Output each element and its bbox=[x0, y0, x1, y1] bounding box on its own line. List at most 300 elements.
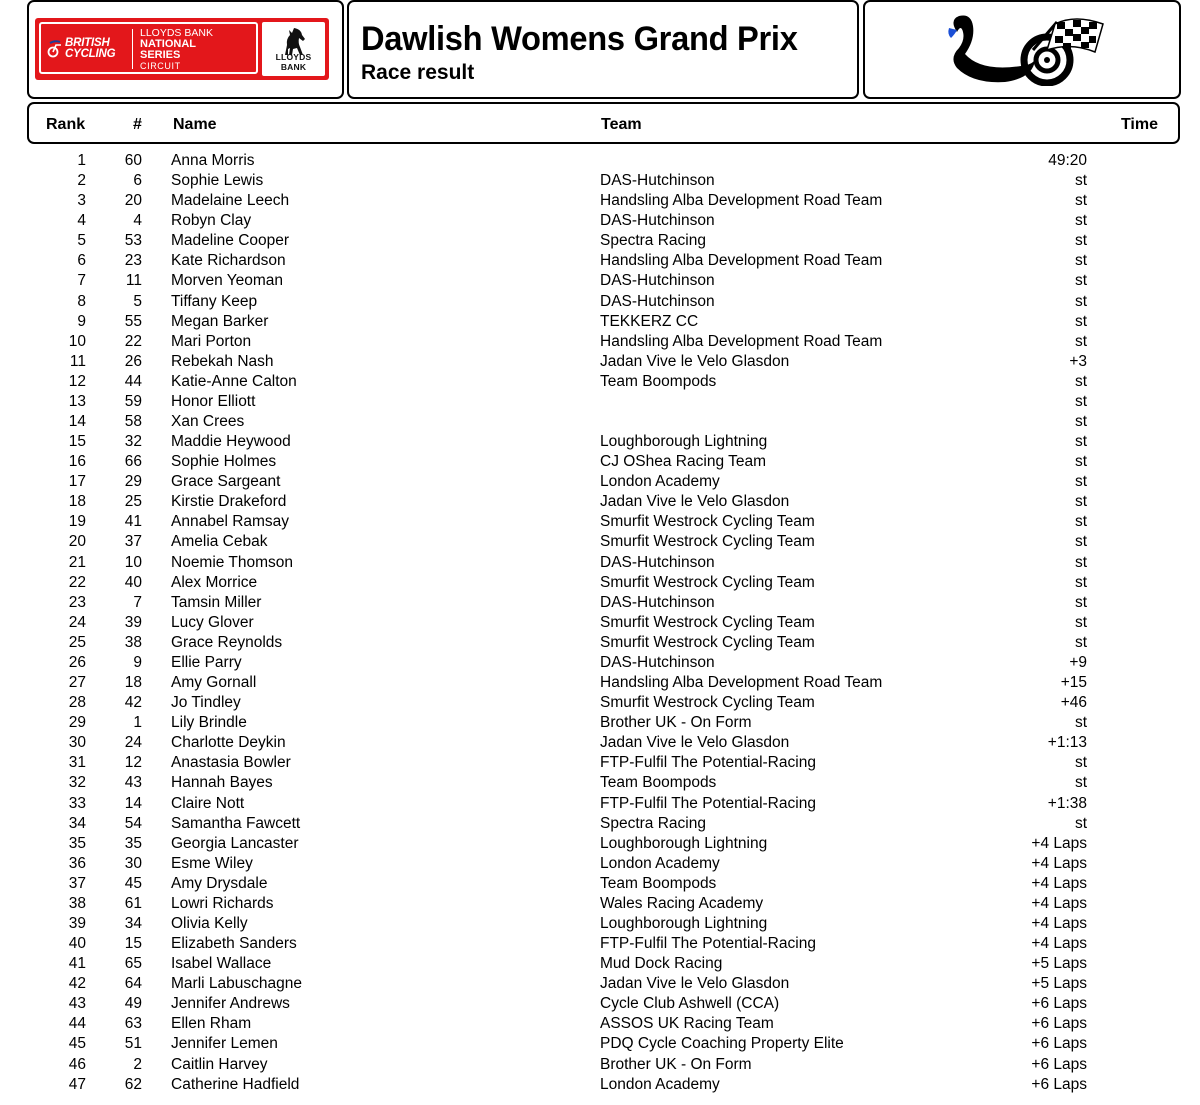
name-cell: Xan Crees bbox=[171, 413, 245, 431]
column-header-time: Time bbox=[1120, 116, 1158, 133]
rank-cell: 9 bbox=[77, 312, 86, 330]
table-row bbox=[0, 271, 1200, 291]
name-cell: Claire Nott bbox=[171, 794, 245, 812]
name-cell: Sophie Lewis bbox=[171, 172, 264, 190]
rank-cell: 10 bbox=[68, 332, 86, 350]
name-cell: Esme Wiley bbox=[171, 854, 253, 872]
table-row bbox=[0, 332, 1200, 352]
number-cell: 43 bbox=[124, 774, 142, 792]
rank-cell: 33 bbox=[68, 794, 86, 812]
series-line4: CIRCUIT bbox=[140, 61, 181, 71]
table-row bbox=[0, 733, 1200, 753]
time-cell: st bbox=[1074, 493, 1087, 511]
name-cell: Jennifer Lemen bbox=[171, 1035, 278, 1053]
name-cell: Sophie Holmes bbox=[171, 453, 277, 471]
name-cell: Tiffany Keep bbox=[171, 292, 258, 310]
table-row bbox=[0, 1034, 1200, 1054]
number-cell: 35 bbox=[124, 834, 142, 852]
series-line1: LLOYDS BANK bbox=[140, 27, 213, 39]
team-cell: ASSOS UK Racing Team bbox=[600, 1015, 774, 1033]
series-line3: SERIES bbox=[140, 49, 181, 61]
name-cell: Samantha Fawcett bbox=[171, 814, 301, 832]
number-cell: 23 bbox=[124, 252, 142, 270]
rank-cell: 46 bbox=[68, 1055, 86, 1073]
bc-line1: BRITISH bbox=[65, 37, 110, 49]
time-cell: +1:38 bbox=[1047, 794, 1087, 812]
time-cell: st bbox=[1074, 232, 1087, 250]
number-cell: 11 bbox=[125, 272, 142, 290]
checkered-flag bbox=[1047, 19, 1103, 52]
name-cell: Elizabeth Sanders bbox=[171, 935, 297, 953]
name-cell: Noemie Thomson bbox=[171, 553, 294, 571]
number-cell: 55 bbox=[124, 312, 142, 330]
table-row bbox=[0, 713, 1200, 733]
name-cell: Isabel Wallace bbox=[171, 955, 272, 973]
number-cell: 64 bbox=[124, 975, 142, 993]
number-cell: 40 bbox=[124, 573, 142, 591]
time-cell: +6 Laps bbox=[1031, 1015, 1087, 1033]
table-row bbox=[0, 673, 1200, 693]
column-header-team: Team bbox=[601, 116, 642, 133]
team-cell: Handsling Alba Development Road Team bbox=[600, 674, 883, 692]
team-cell: Spectra Racing bbox=[600, 232, 706, 250]
rank-cell: 40 bbox=[68, 935, 86, 953]
number-cell: 39 bbox=[124, 613, 142, 631]
team-cell: Loughborough Lightning bbox=[600, 433, 768, 451]
title-panel bbox=[347, 0, 859, 99]
name-cell: Robyn Clay bbox=[171, 212, 252, 230]
table-row bbox=[0, 412, 1200, 432]
table-row bbox=[0, 151, 1200, 171]
time-cell: st bbox=[1074, 754, 1087, 772]
rank-cell: 42 bbox=[68, 975, 86, 993]
time-cell: +9 bbox=[1069, 653, 1087, 671]
rank-cell: 16 bbox=[68, 453, 86, 471]
name-cell: Mari Porton bbox=[171, 332, 252, 350]
column-header-name: Name bbox=[173, 116, 217, 133]
name-cell: Megan Barker bbox=[171, 312, 269, 330]
table-row bbox=[0, 693, 1200, 713]
rank-cell: 15 bbox=[68, 433, 86, 451]
column-header-rank: Rank bbox=[46, 116, 86, 133]
time-cell: st bbox=[1074, 573, 1087, 591]
team-cell: DAS-Hutchinson bbox=[600, 172, 715, 190]
table-row bbox=[0, 292, 1200, 312]
time-cell: st bbox=[1074, 272, 1087, 290]
table-row bbox=[0, 191, 1200, 211]
swan-checkered-flag-icon bbox=[935, 10, 1111, 86]
number-cell: 58 bbox=[124, 413, 142, 431]
number-cell: 22 bbox=[124, 332, 142, 350]
time-cell: st bbox=[1074, 372, 1087, 390]
table-row bbox=[0, 512, 1200, 532]
team-cell: Team Boompods bbox=[600, 874, 717, 892]
rank-cell: 39 bbox=[68, 914, 86, 932]
time-cell: +4 Laps bbox=[1031, 914, 1087, 932]
club-emblem-panel bbox=[863, 0, 1181, 99]
number-cell: 20 bbox=[124, 192, 142, 210]
bc-line2: CYCLING bbox=[65, 48, 116, 60]
team-cell: Team Boompods bbox=[600, 372, 717, 390]
name-cell: Ellie Parry bbox=[171, 653, 242, 671]
rank-cell: 44 bbox=[68, 1015, 86, 1033]
rank-cell: 43 bbox=[68, 995, 86, 1013]
time-cell: +5 Laps bbox=[1031, 975, 1087, 993]
table-row bbox=[0, 894, 1200, 914]
time-cell: st bbox=[1074, 332, 1087, 350]
rank-cell: 13 bbox=[68, 392, 86, 410]
table-row bbox=[0, 352, 1200, 372]
number-cell: 5 bbox=[133, 292, 142, 310]
table-row bbox=[0, 211, 1200, 231]
time-cell: st bbox=[1074, 192, 1087, 210]
rank-cell: 37 bbox=[68, 874, 86, 892]
time-cell: st bbox=[1074, 252, 1087, 270]
team-cell: Loughborough Lightning bbox=[600, 834, 768, 852]
name-cell: Lily Brindle bbox=[171, 714, 247, 732]
rank-cell: 22 bbox=[68, 573, 86, 591]
team-cell: Smurfit Westrock Cycling Team bbox=[600, 694, 815, 712]
name-cell: Grace Reynolds bbox=[171, 633, 283, 651]
team-cell: Smurfit Westrock Cycling Team bbox=[600, 633, 815, 651]
time-cell: +4 Laps bbox=[1031, 894, 1087, 912]
rank-cell: 21 bbox=[68, 553, 86, 571]
table-row bbox=[0, 794, 1200, 814]
rank-cell: 17 bbox=[68, 473, 86, 491]
name-cell: Annabel Ramsay bbox=[171, 513, 290, 531]
number-cell: 29 bbox=[124, 473, 142, 491]
number-cell: 62 bbox=[124, 1075, 142, 1093]
table-row bbox=[0, 974, 1200, 994]
name-cell: Caitlin Harvey bbox=[171, 1055, 268, 1073]
sponsor-logo bbox=[35, 18, 329, 80]
number-cell: 4 bbox=[133, 212, 142, 230]
rank-cell: 32 bbox=[68, 774, 86, 792]
time-cell: +1:13 bbox=[1047, 734, 1087, 752]
number-cell: 32 bbox=[124, 433, 142, 451]
team-cell: Smurfit Westrock Cycling Team bbox=[600, 573, 815, 591]
name-cell: Madelaine Leech bbox=[171, 192, 290, 210]
series-line2: NATIONAL bbox=[140, 38, 197, 50]
rank-cell: 35 bbox=[68, 834, 86, 852]
table-row bbox=[0, 452, 1200, 472]
rank-cell: 30 bbox=[68, 734, 86, 752]
number-cell: 37 bbox=[124, 533, 142, 551]
number-cell: 54 bbox=[124, 814, 142, 832]
table-row bbox=[0, 492, 1200, 512]
time-cell: st bbox=[1074, 633, 1087, 651]
column-header-number: # bbox=[133, 116, 142, 133]
table-row bbox=[0, 994, 1200, 1014]
team-cell: Handsling Alba Development Road Team bbox=[600, 332, 883, 350]
team-cell: DAS-Hutchinson bbox=[600, 593, 715, 611]
name-cell: Rebekah Nash bbox=[171, 352, 274, 370]
team-cell: DAS-Hutchinson bbox=[600, 212, 715, 230]
number-cell: 24 bbox=[124, 734, 142, 752]
rank-cell: 11 bbox=[69, 352, 86, 370]
time-cell: +4 Laps bbox=[1031, 935, 1087, 953]
number-cell: 60 bbox=[124, 152, 142, 169]
time-cell: +15 bbox=[1060, 674, 1087, 692]
table-row bbox=[0, 573, 1200, 593]
name-cell: Katie-Anne Calton bbox=[171, 372, 297, 390]
time-cell: st bbox=[1074, 473, 1087, 491]
table-row bbox=[0, 231, 1200, 251]
logo-divider bbox=[132, 29, 133, 69]
name-cell: Madeline Cooper bbox=[171, 232, 290, 250]
name-cell: Amy Gornall bbox=[171, 674, 257, 692]
name-cell: Morven Yeoman bbox=[171, 272, 284, 290]
table-row bbox=[0, 854, 1200, 874]
number-cell: 26 bbox=[124, 352, 142, 370]
number-cell: 45 bbox=[124, 874, 142, 892]
team-cell: DAS-Hutchinson bbox=[600, 653, 715, 671]
rank-cell: 27 bbox=[68, 674, 86, 692]
british-cycling-wordmark bbox=[65, 38, 115, 60]
team-cell: DAS-Hutchinson bbox=[600, 272, 715, 290]
table-row bbox=[0, 593, 1200, 613]
time-cell: +4 Laps bbox=[1031, 874, 1087, 892]
number-cell: 18 bbox=[124, 674, 142, 692]
team-cell: Cycle Club Ashwell (CCA) bbox=[600, 995, 780, 1013]
team-cell: FTP-Fulfil The Potential-Racing bbox=[600, 754, 816, 772]
name-cell: Charlotte Deykin bbox=[171, 734, 286, 752]
table-row bbox=[0, 814, 1200, 834]
table-row bbox=[0, 874, 1200, 894]
time-cell: +4 Laps bbox=[1031, 834, 1087, 852]
rank-cell: 26 bbox=[68, 653, 86, 671]
rank-cell: 12 bbox=[68, 372, 86, 390]
table-row bbox=[0, 171, 1200, 191]
name-cell: Lowri Richards bbox=[171, 894, 274, 912]
table-row bbox=[0, 954, 1200, 974]
name-cell: Jennifer Andrews bbox=[171, 995, 290, 1013]
name-cell: Jo Tindley bbox=[171, 694, 241, 712]
table-row bbox=[0, 432, 1200, 452]
team-cell: Brother UK - On Form bbox=[600, 1055, 752, 1073]
team-cell: Smurfit Westrock Cycling Team bbox=[600, 533, 815, 551]
time-cell: st bbox=[1074, 714, 1087, 732]
team-cell: Handsling Alba Development Road Team bbox=[600, 192, 883, 210]
time-cell: st bbox=[1074, 593, 1087, 611]
name-cell: Catherine Hadfield bbox=[171, 1075, 300, 1093]
number-cell: 49 bbox=[124, 995, 142, 1013]
table-row bbox=[0, 1014, 1200, 1034]
table-row bbox=[0, 613, 1200, 633]
rank-cell: 1 bbox=[77, 152, 86, 169]
rank-cell: 36 bbox=[68, 854, 86, 872]
table-row bbox=[0, 251, 1200, 271]
number-cell: 2 bbox=[133, 1055, 142, 1073]
rank-cell: 23 bbox=[68, 593, 86, 611]
time-cell: st bbox=[1074, 433, 1087, 451]
team-cell: Smurfit Westrock Cycling Team bbox=[600, 513, 815, 531]
rank-cell: 14 bbox=[68, 413, 86, 431]
rank-cell: 28 bbox=[68, 694, 86, 712]
name-cell: Olivia Kelly bbox=[171, 914, 248, 932]
page-title: Dawlish Womens Grand Prix bbox=[361, 20, 798, 58]
rank-cell: 38 bbox=[68, 894, 86, 912]
name-cell: Marli Labuschagne bbox=[171, 975, 302, 993]
rank-cell: 7 bbox=[77, 272, 86, 290]
team-cell: DAS-Hutchinson bbox=[600, 553, 715, 571]
series-badge bbox=[39, 22, 258, 74]
number-cell: 12 bbox=[124, 754, 142, 772]
number-cell: 41 bbox=[124, 513, 142, 531]
name-cell: Georgia Lancaster bbox=[171, 834, 299, 852]
rank-cell: 25 bbox=[68, 633, 86, 651]
page-subtitle: Race result bbox=[361, 61, 475, 84]
time-cell: +3 bbox=[1069, 352, 1087, 370]
number-cell: 61 bbox=[124, 894, 142, 912]
number-cell: 10 bbox=[124, 553, 142, 571]
team-cell: DAS-Hutchinson bbox=[600, 292, 715, 310]
name-cell: Hannah Bayes bbox=[171, 774, 273, 792]
team-cell: Smurfit Westrock Cycling Team bbox=[600, 613, 815, 631]
table-row bbox=[0, 472, 1200, 492]
time-cell: st bbox=[1074, 613, 1087, 631]
number-cell: 42 bbox=[124, 694, 142, 712]
name-cell: Anna Morris bbox=[171, 152, 255, 169]
rank-cell: 18 bbox=[68, 493, 86, 511]
time-cell: st bbox=[1074, 413, 1087, 431]
rank-cell: 3 bbox=[77, 192, 86, 210]
time-cell: 49:20 bbox=[1048, 152, 1087, 169]
table-row bbox=[0, 773, 1200, 793]
number-cell: 65 bbox=[124, 955, 142, 973]
rank-cell: 20 bbox=[68, 533, 86, 551]
table-row bbox=[0, 934, 1200, 954]
table-row bbox=[0, 834, 1200, 854]
team-cell: Jadan Vive le Velo Glasdon bbox=[600, 493, 790, 511]
rank-cell: 31 bbox=[68, 754, 86, 772]
number-cell: 1 bbox=[133, 714, 142, 732]
team-cell: Mud Dock Racing bbox=[600, 955, 723, 973]
time-cell: st bbox=[1074, 212, 1087, 230]
number-cell: 53 bbox=[124, 232, 142, 250]
lloyds-bank-label: LLOYDS BANK bbox=[275, 52, 312, 72]
series-wordmark bbox=[140, 28, 213, 72]
table-row bbox=[0, 914, 1200, 934]
name-cell: Kirstie Drakeford bbox=[171, 493, 287, 511]
name-cell: Ellen Rham bbox=[171, 1015, 252, 1033]
table-row bbox=[0, 532, 1200, 552]
table-row bbox=[0, 753, 1200, 773]
time-cell: +6 Laps bbox=[1031, 1055, 1087, 1073]
table-row bbox=[0, 633, 1200, 653]
name-cell: Honor Elliott bbox=[171, 392, 256, 410]
rank-cell: 41 bbox=[68, 955, 86, 973]
time-cell: st bbox=[1074, 172, 1087, 190]
team-cell: Handsling Alba Development Road Team bbox=[600, 252, 883, 270]
team-cell: London Academy bbox=[600, 1075, 720, 1093]
time-cell: +46 bbox=[1060, 694, 1087, 712]
name-cell: Lucy Glover bbox=[171, 613, 254, 631]
time-cell: st bbox=[1074, 533, 1087, 551]
name-cell: Amy Drysdale bbox=[171, 874, 268, 892]
table-row bbox=[0, 653, 1200, 673]
time-cell: +6 Laps bbox=[1031, 1035, 1087, 1053]
rank-cell: 19 bbox=[68, 513, 86, 531]
team-cell: Loughborough Lightning bbox=[600, 914, 768, 932]
time-cell: st bbox=[1074, 392, 1087, 410]
table-row bbox=[0, 1055, 1200, 1075]
team-cell: FTP-Fulfil The Potential-Racing bbox=[600, 935, 816, 953]
time-cell: st bbox=[1074, 312, 1087, 330]
number-cell: 15 bbox=[124, 935, 142, 953]
rank-cell: 6 bbox=[77, 252, 86, 270]
time-cell: +6 Laps bbox=[1031, 995, 1087, 1013]
team-cell: CJ OShea Racing Team bbox=[600, 453, 766, 471]
number-cell: 51 bbox=[124, 1035, 142, 1053]
sponsor-logo-panel bbox=[27, 0, 344, 99]
name-cell: Tamsin Miller bbox=[171, 593, 262, 611]
team-cell: Jadan Vive le Velo Glasdon bbox=[600, 975, 790, 993]
time-cell: st bbox=[1074, 453, 1087, 471]
team-cell: Spectra Racing bbox=[600, 814, 706, 832]
number-cell: 6 bbox=[133, 172, 142, 190]
number-cell: 34 bbox=[124, 914, 142, 932]
time-cell: st bbox=[1074, 513, 1087, 531]
number-cell: 14 bbox=[124, 794, 142, 812]
time-cell: +6 Laps bbox=[1031, 1075, 1087, 1093]
number-cell: 38 bbox=[124, 633, 142, 651]
number-cell: 9 bbox=[133, 653, 142, 671]
team-cell: TEKKERZ CC bbox=[600, 312, 699, 330]
results-table bbox=[0, 151, 1200, 1095]
time-cell: st bbox=[1074, 292, 1087, 310]
rank-cell: 5 bbox=[77, 232, 86, 250]
number-cell: 30 bbox=[124, 854, 142, 872]
number-cell: 59 bbox=[124, 392, 142, 410]
table-row bbox=[0, 392, 1200, 412]
team-cell: Brother UK - On Form bbox=[600, 714, 752, 732]
rank-cell: 29 bbox=[68, 714, 86, 732]
number-cell: 66 bbox=[124, 453, 142, 471]
table-row bbox=[0, 553, 1200, 573]
table-row bbox=[0, 372, 1200, 392]
time-cell: st bbox=[1074, 774, 1087, 792]
name-cell: Kate Richardson bbox=[171, 252, 286, 270]
table-row bbox=[0, 312, 1200, 332]
team-cell: Team Boompods bbox=[600, 774, 717, 792]
name-cell: Amelia Cebak bbox=[171, 533, 268, 551]
team-cell: PDQ Cycle Coaching Property Elite bbox=[600, 1035, 844, 1053]
team-cell: London Academy bbox=[600, 473, 720, 491]
time-cell: st bbox=[1074, 814, 1087, 832]
name-cell: Alex Morrice bbox=[171, 573, 258, 591]
team-cell: Wales Racing Academy bbox=[600, 894, 764, 912]
team-cell: London Academy bbox=[600, 854, 720, 872]
rank-cell: 45 bbox=[68, 1035, 86, 1053]
team-cell: Jadan Vive le Velo Glasdon bbox=[600, 734, 790, 752]
name-cell: Grace Sargeant bbox=[171, 473, 281, 491]
name-cell: Maddie Heywood bbox=[171, 433, 291, 451]
rank-cell: 24 bbox=[68, 613, 86, 631]
time-cell: +5 Laps bbox=[1031, 955, 1087, 973]
team-cell: FTP-Fulfil The Potential-Racing bbox=[600, 794, 816, 812]
rank-cell: 8 bbox=[77, 292, 86, 310]
time-cell: st bbox=[1074, 553, 1087, 571]
table-header bbox=[27, 102, 1180, 144]
lloyds-bank-logo bbox=[262, 22, 325, 76]
time-cell: +4 Laps bbox=[1031, 854, 1087, 872]
name-cell: Anastasia Bowler bbox=[171, 754, 291, 772]
number-cell: 44 bbox=[124, 372, 142, 390]
team-cell: Jadan Vive le Velo Glasdon bbox=[600, 352, 790, 370]
number-cell: 7 bbox=[133, 593, 142, 611]
rank-cell: 34 bbox=[68, 814, 86, 832]
